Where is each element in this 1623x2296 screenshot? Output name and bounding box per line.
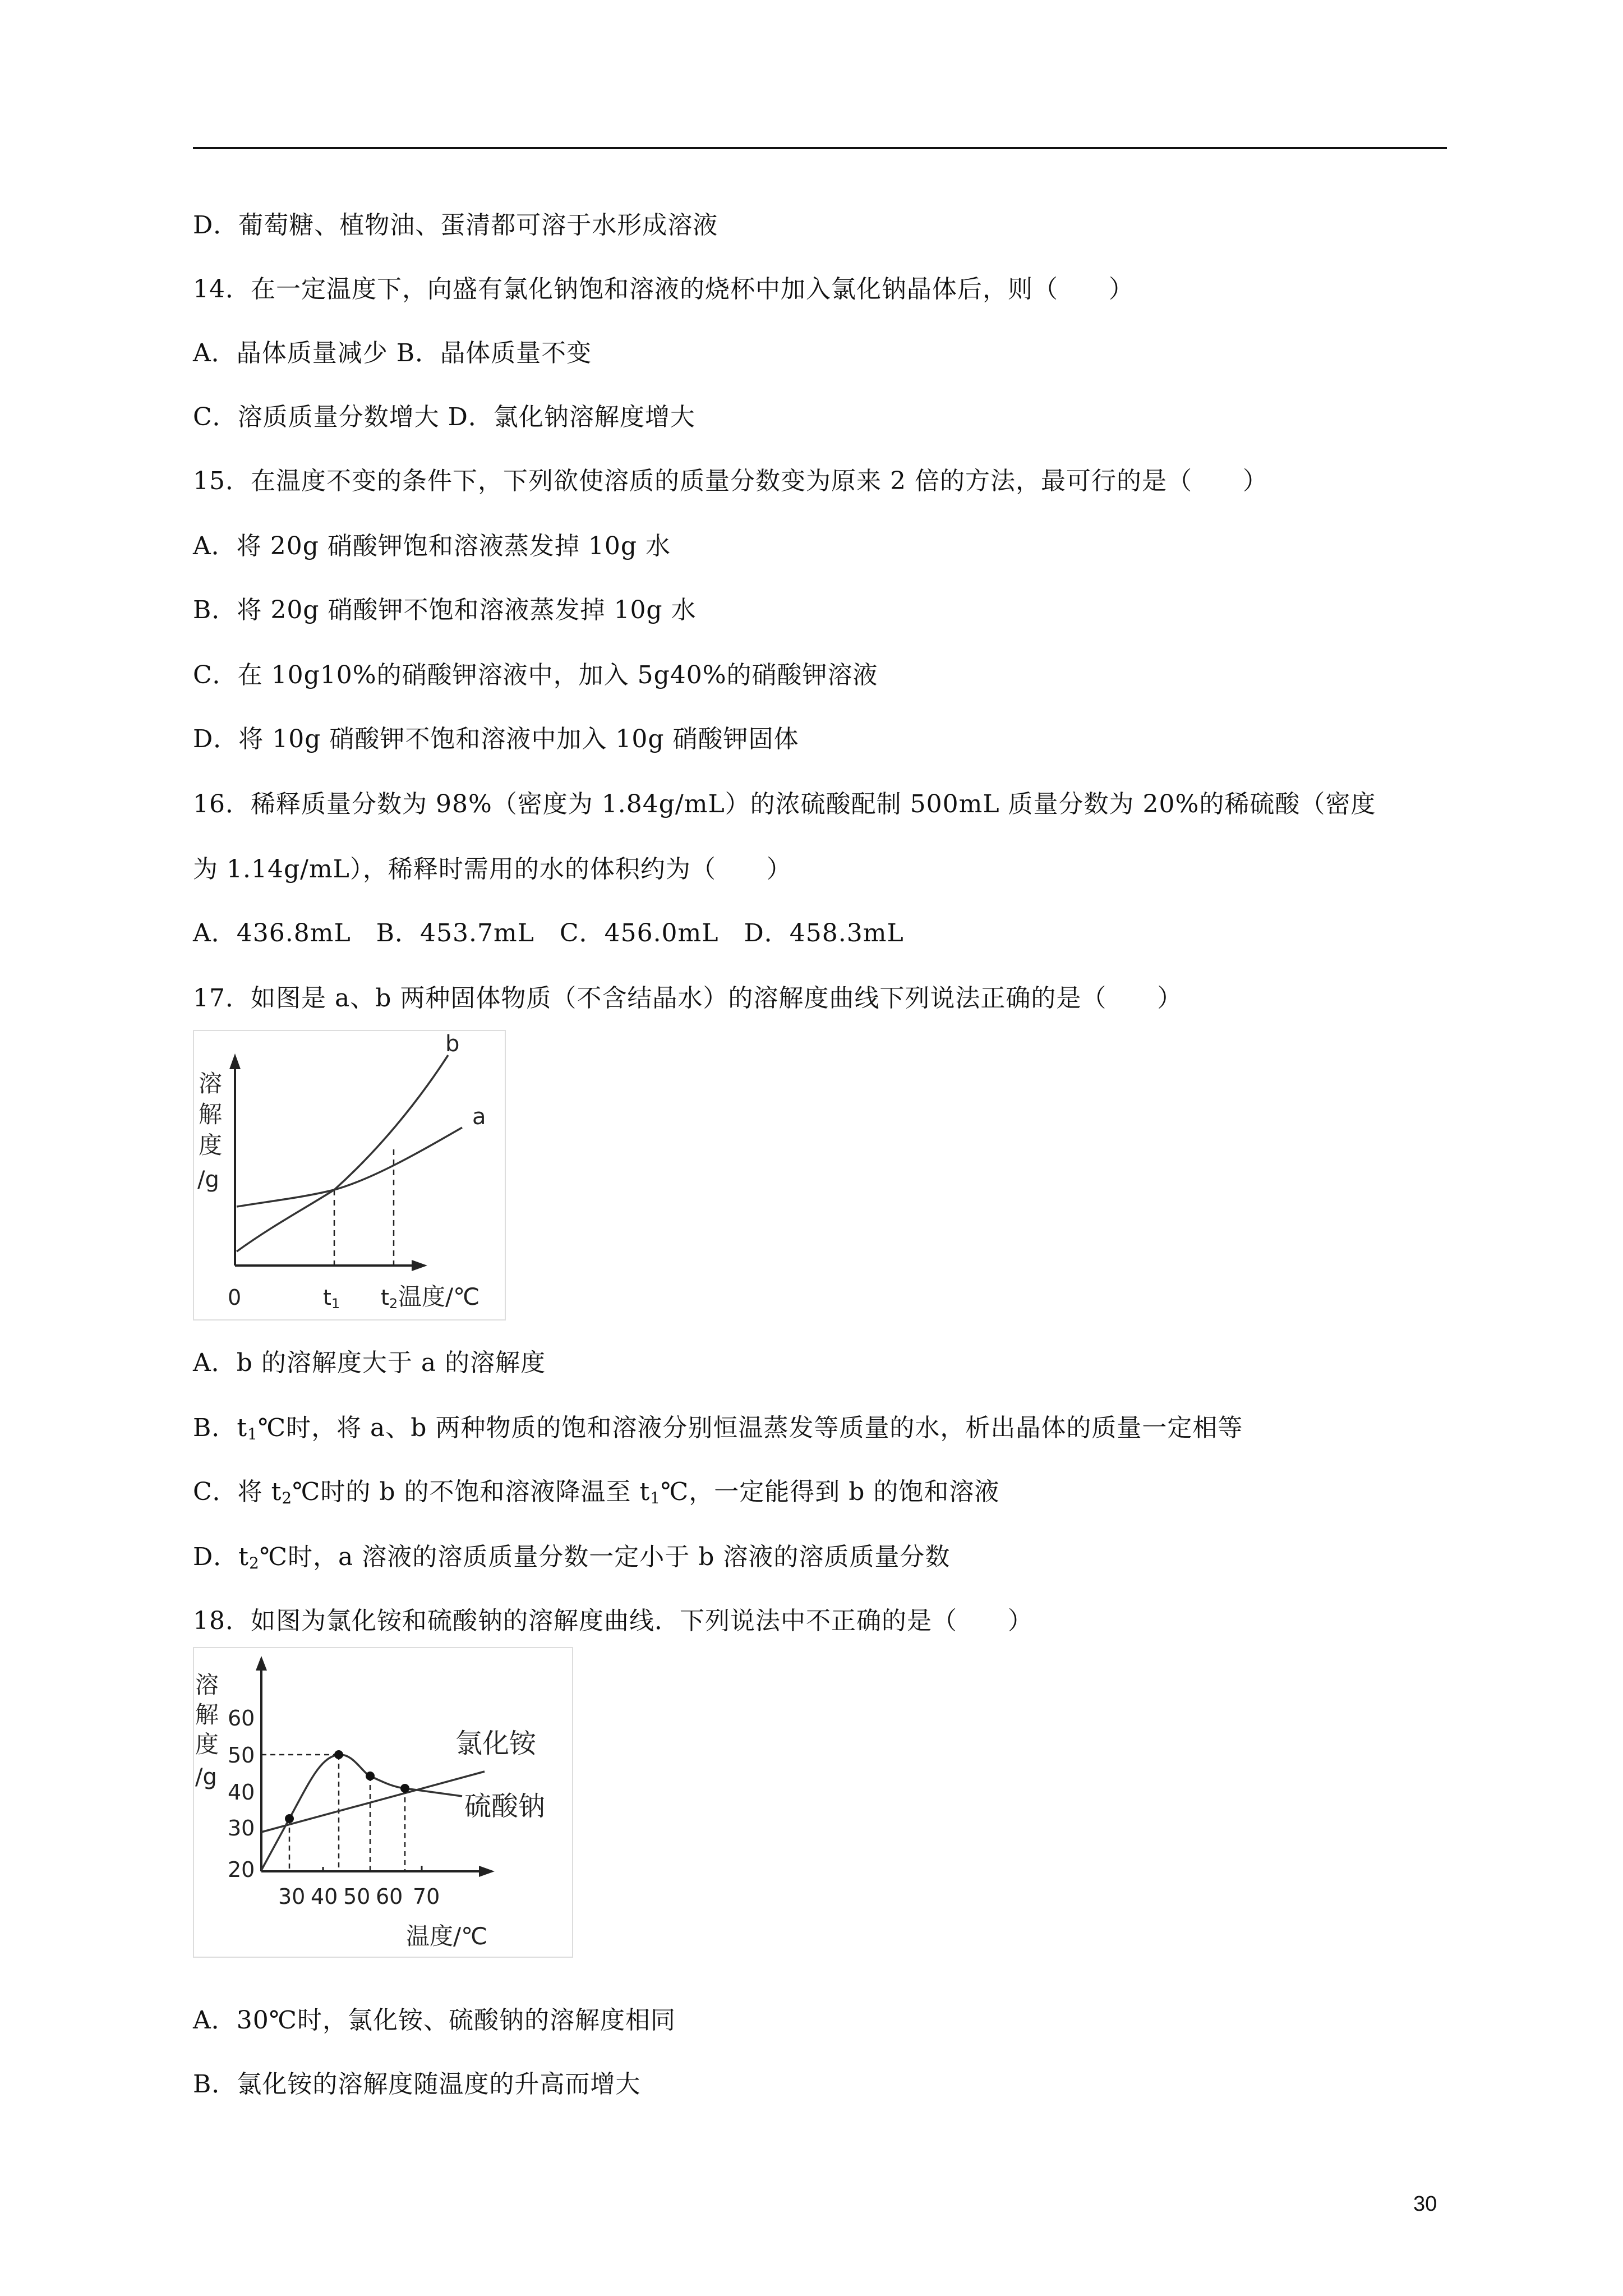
figure-18-solubility-chart xyxy=(193,1647,574,1961)
chart18-point-40 xyxy=(334,1750,343,1759)
chart17-xtick-t1: t1 xyxy=(323,1285,340,1312)
text-fragment: C．将 t xyxy=(193,1478,282,1506)
chart18-series-na2so4 xyxy=(261,1755,462,1870)
text-line-19: A．30℃时，氯化铵、硫酸钠的溶解度相同 xyxy=(193,2006,676,2035)
text-fragment: 1 xyxy=(247,1425,258,1443)
chart18-xtick-40: 40 xyxy=(311,1884,338,1909)
text-line-17 xyxy=(193,1542,950,1579)
chart18-xtick-60: 60 xyxy=(376,1884,403,1909)
chart18-ytick-50: 50 xyxy=(228,1743,255,1768)
text-fragment: 2 xyxy=(248,1554,260,1572)
text-line-20: B．氯化铵的溶解度随温度的升高而增大 xyxy=(193,2070,641,2099)
chart17-ylabel-3: 度 xyxy=(199,1131,223,1159)
chart18-xtick-50: 50 xyxy=(343,1884,371,1909)
chart17-series-a xyxy=(237,1128,462,1207)
chart17-ylabel-1: 溶 xyxy=(199,1070,223,1097)
text-line-4: C．溶质质量分数增大 D．氯化钠溶解度增大 xyxy=(193,403,695,431)
text-fragment: B．t xyxy=(193,1414,248,1442)
chart18-y-arrow xyxy=(256,1656,267,1671)
text-line-18: 18．如图为氯化铵和硫酸钠的溶解度曲线．下列说法中不正确的是（ ） xyxy=(193,1607,1033,1635)
chart18-point-60 xyxy=(400,1784,409,1793)
chart18-ylabel-3: 度 xyxy=(195,1731,219,1758)
chart17-ylabel-2: 解 xyxy=(199,1101,223,1128)
text-line-9: D．将 10g 硝酸钾不饱和溶液中加入 10g 硝酸钾固体 xyxy=(193,725,799,753)
figure-17-solubility-chart xyxy=(193,1030,507,1322)
chart18-ytick-40: 40 xyxy=(228,1780,255,1805)
text-line-5: 15．在温度不变的条件下，下列欲使溶质的质量分数变为原来 2 倍的方法，最可行的是（ ） xyxy=(193,467,1268,495)
chart17-ylabel-4: /g xyxy=(197,1167,219,1193)
text-line-11: 为 1.14g/mL），稀释时需用的水的体积约为（ ） xyxy=(193,855,792,884)
text-fragment: ℃时，a 溶液的溶质质量分数一定小于 b 溶液的溶质质量分数 xyxy=(259,1543,951,1571)
chart18-x-arrow xyxy=(479,1866,495,1877)
chart18-label-na2so4: 硫酸钠 xyxy=(464,1791,546,1822)
text-fragment: D．t xyxy=(193,1543,249,1571)
text-line-2: 14．在一定温度下，向盛有氯化钠饱和溶液的烧杯中加入氯化钠晶体后，则（ ） xyxy=(193,275,1134,303)
chart17-label-a: a xyxy=(472,1104,486,1130)
text-line-16 xyxy=(193,1476,999,1514)
chart17-xtick-0: 0 xyxy=(228,1285,242,1310)
text-line-7: B．将 20g 硝酸钾不饱和溶液蒸发掉 10g 水 xyxy=(193,596,697,624)
page-number: 30 xyxy=(1413,2192,1437,2216)
chart18-ytick-60: 60 xyxy=(228,1706,255,1731)
text-fragment: ℃时的 b 的不饱和溶液降温至 t xyxy=(292,1478,651,1506)
chart17-xtick-t2: t2 xyxy=(381,1285,398,1312)
text-line-8: C．在 10g10%的硝酸钾溶液中，加入 5g40%的硝酸钾溶液 xyxy=(193,661,878,689)
text-fragment: ℃，一定能得到 b 的饱和溶液 xyxy=(661,1478,1000,1506)
chart18-ytick-20: 20 xyxy=(228,1857,255,1882)
text-fragment: 1 xyxy=(650,1489,661,1507)
chart18-xtick-30: 30 xyxy=(278,1884,306,1909)
text-fragment: 2 xyxy=(282,1489,293,1507)
text-line-13: 17．如图是 a、b 两种固体物质（不含结晶水）的溶解度曲线下列说法正确的是（ ） xyxy=(193,984,1183,1013)
text-line-12: A．436.8mL B．453.7mL C．456.0mL D．458.3mL xyxy=(193,919,904,947)
chart17-label-b: b xyxy=(445,1031,460,1057)
text-line-3: A．晶体质量减少 B．晶体质量不变 xyxy=(193,339,592,367)
text-line-6: A．将 20g 硝酸钾饱和溶液蒸发掉 10g 水 xyxy=(193,532,671,560)
chart18-ytick-30: 30 xyxy=(228,1816,255,1841)
text-line-15 xyxy=(193,1412,1243,1450)
text-fragment: ℃时，将 a、b 两种物质的饱和溶液分别恒温蒸发等质量的水，析出晶体的质量一定相等 xyxy=(257,1414,1243,1442)
chart18-series-nh4cl xyxy=(261,1772,485,1832)
text-line-10: 16．稀释质量分数为 98%（密度为 1.84g/mL）的浓硫酸配制 500mL 质量分数为 20%的稀硫酸（密度 xyxy=(193,790,1376,818)
chart18-xlabel: 温度/℃ xyxy=(406,1922,488,1950)
chart18-xtick-70: 70 xyxy=(413,1884,440,1909)
chart17-x-arrow xyxy=(412,1260,427,1271)
chart18-ylabel-2: 解 xyxy=(195,1701,219,1728)
chart18-ylabel-1: 溶 xyxy=(195,1671,219,1699)
chart18-svg xyxy=(193,1647,574,1961)
chart17-svg xyxy=(193,1030,507,1322)
header-rule xyxy=(193,147,1447,149)
text-line-1: D．葡萄糖、植物油、蛋清都可溶于水形成溶液 xyxy=(193,211,718,240)
text-line-14: A．b 的溶解度大于 a 的溶解度 xyxy=(193,1349,546,1377)
chart18-point-50 xyxy=(366,1772,375,1780)
chart18-point-30 xyxy=(285,1814,294,1823)
chart17-y-arrow xyxy=(229,1053,241,1069)
chart18-label-nh4cl: 氯化铵 xyxy=(455,1728,537,1759)
chart17-xlabel: 温度/℃ xyxy=(398,1283,480,1310)
chart18-ylabel-4: /g xyxy=(195,1764,217,1790)
